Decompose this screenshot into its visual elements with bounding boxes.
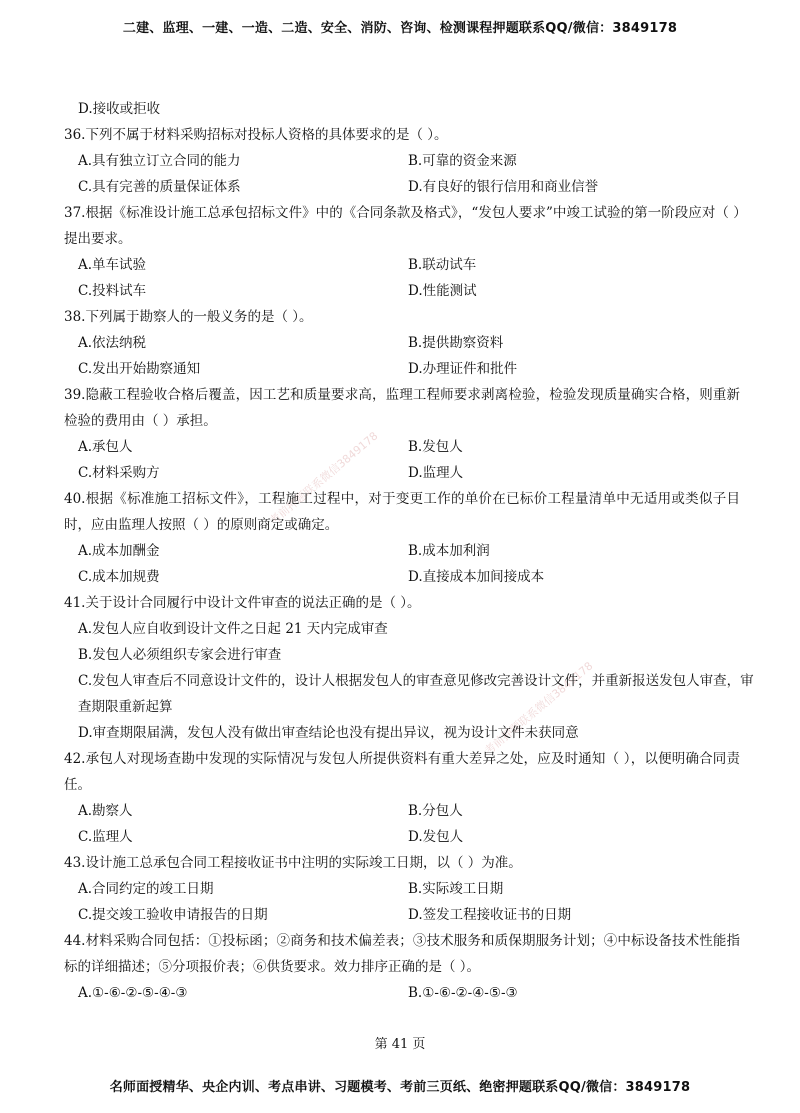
- option-b: B.①-⑥-②-④-⑤-③: [408, 985, 518, 1001]
- option-c: C.成本加规费: [78, 569, 160, 585]
- watermark-2: 考前押题联系微信3849178: [482, 659, 596, 758]
- option-d: D.签发工程接收证书的日期: [408, 907, 572, 923]
- page-header-banner: 二建、监理、一建、一造、二造、安全、消防、咨询、检测课程押题联系QQ/微信：3849178: [122, 21, 678, 36]
- question-stem: 37.根据《标准设计施工总承包招标文件》中的《合同条款及格式》，“发包人要求”中竣工试验的第一阶段应对（ ）提出要求。: [64, 205, 740, 247]
- option-d: D.办理证件和批件: [408, 361, 518, 377]
- option-b: B.成本加利润: [408, 543, 490, 559]
- option-b: B.发包人必须组织专家会进行审查: [78, 647, 282, 663]
- question-stem: 38.下列属于勘察人的一般义务的是（ ）。: [64, 309, 313, 325]
- question-43: [64, 850, 740, 928]
- question-stem: 43.设计施工总承包合同工程接收证书中注明的实际竣工日期，以（ ）为准。: [64, 855, 522, 871]
- option-d: D.有良好的银行信用和商业信誉: [408, 179, 599, 195]
- option-c: C.发包人审查后不同意设计文件的，设计人根据发包人的审查意见修改完善设计文件，并重新报送发包人审查，审查期限重新起算: [78, 673, 754, 715]
- question-stem: 42.承包人对现场查勘中发现的实际情况与发包人所提供资料有重大差异之处，应及时通知（ ），以便明确合同责任。: [64, 751, 740, 793]
- question-40: [64, 486, 740, 590]
- question-stem: 39.隐蔽工程验收合格后覆盖，因工艺和质量要求高，监理工程师要求剥离检验，检验发现质量确实合格，则重新检验的费用由（ ）承担。: [64, 387, 740, 429]
- question-37: [64, 200, 740, 304]
- option-d: D.审查期限届满，发包人没有做出审查结论也没有提出异议，视为设计文件未获同意: [78, 725, 579, 741]
- question-39: [64, 382, 740, 486]
- question-stem: 44.材料采购合同包括：①投标函；②商务和技术偏差表；③技术服务和质保期服务计划；④中标设备技术性能指标的详细描述；⑤分项报价表；⑥供货要求。效力排序正确的是（ ）。: [64, 933, 740, 975]
- option-c: C.提交竣工验收申请报告的日期: [78, 907, 268, 923]
- question-41: [64, 590, 754, 746]
- option-b: B.发包人: [408, 439, 463, 455]
- question-stem: 36.下列不属于材料采购招标对投标人资格的具体要求的是（ ）。: [64, 127, 448, 143]
- question-42: [64, 746, 740, 850]
- question-38: [64, 304, 740, 382]
- exam-content: [64, 96, 754, 1006]
- option-a: A.①-⑥-②-⑤-④-③: [78, 985, 188, 1001]
- option-a: A.成本加酬金: [78, 543, 160, 559]
- option-a: A.具有独立订立合同的能力: [78, 153, 241, 169]
- question-stem: 40.根据《标准施工招标文件》，工程施工过程中，对于变更工作的单价在已标价工程量清单中无适用或类似子目时，应由监理人按照（ ）的原则商定或确定。: [64, 491, 740, 533]
- option-d: D.发包人: [408, 829, 464, 845]
- option-b: B.分包人: [408, 803, 463, 819]
- option-c: C.发出开始勘察通知: [78, 361, 201, 377]
- option-d: D.直接成本加间接成本: [408, 569, 545, 585]
- watermark-1: 考前押题联系微信3849178: [267, 429, 381, 528]
- option-d: D.性能测试: [408, 283, 477, 299]
- option-b: B.实际竣工日期: [408, 881, 504, 897]
- question-36: [64, 122, 740, 200]
- option-a: A.单车试验: [78, 257, 147, 273]
- option-a: A.勘察人: [78, 803, 133, 819]
- option-b: B.提供勘察资料: [408, 335, 504, 351]
- option-a: A.发包人应自收到设计文件之日起 21 天内完成审查: [78, 621, 388, 637]
- option-c: C.投料试车: [78, 283, 147, 299]
- option-b: B.联动试车: [408, 257, 477, 273]
- option-35-d: D.接收或拒收: [78, 101, 161, 117]
- option-d: D.监理人: [408, 465, 464, 481]
- option-c: C.监理人: [78, 829, 133, 845]
- option-a: A.合同约定的竣工日期: [78, 881, 214, 897]
- question-44: [64, 928, 740, 1006]
- option-b: B.可靠的资金来源: [408, 153, 517, 169]
- option-a: A.承包人: [78, 439, 133, 455]
- question-35-tail: [64, 96, 740, 122]
- option-a: A.依法纳税: [78, 335, 147, 351]
- page-number: 第 41 页: [374, 1037, 426, 1052]
- page-footer-banner: 名师面授精华、央企内训、考点串讲、习题模考、考前三页纸、绝密押题联系QQ/微信：3849178: [109, 1080, 691, 1095]
- option-c: C.材料采购方: [78, 465, 160, 481]
- question-stem: 41.关于设计合同履行中设计文件审查的说法正确的是（ ）。: [64, 595, 421, 611]
- option-c: C.具有完善的质量保证体系: [78, 179, 241, 195]
